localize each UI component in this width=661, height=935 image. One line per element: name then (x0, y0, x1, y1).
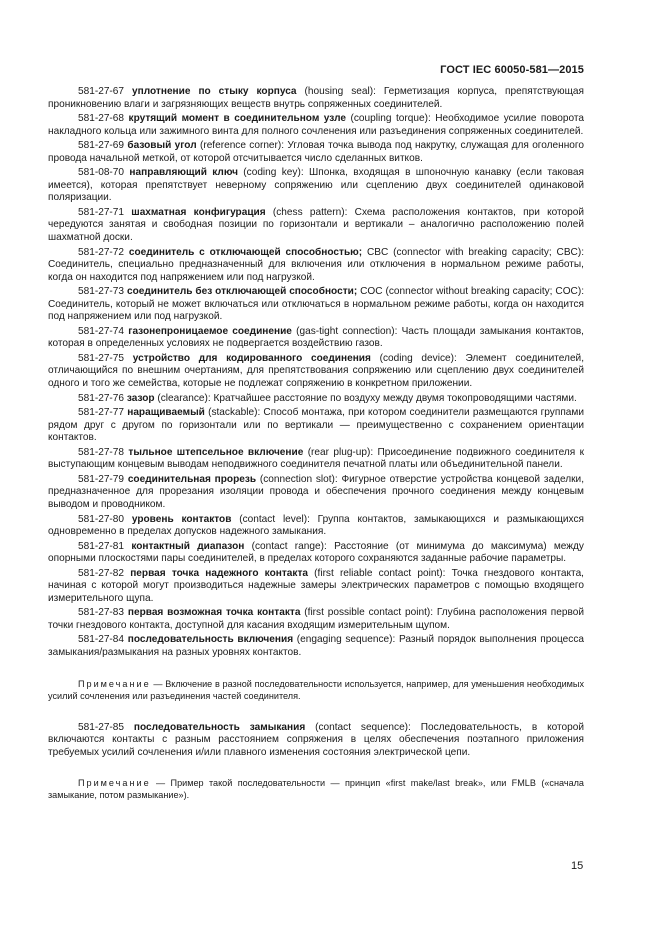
term-code: 581-27-77 (78, 407, 125, 419)
term-code: 581-27-78 (78, 446, 125, 458)
term-entry (48, 607, 584, 632)
term-entry (48, 113, 584, 138)
term-code: 581-27-75 (78, 352, 125, 364)
term-name: первая возможная точка контакта (127, 607, 301, 619)
term-code: 581-27-67 (78, 86, 125, 97)
term-definition: (chess pattern): Схема расположения контактов, при которой чередуются занятая и свободная позиции по горизонтали и вертикали – аналогично расположению полей шахматной доски. (48, 206, 584, 244)
term-name: уровень контактов (131, 513, 232, 525)
note-label: Примечание (78, 678, 151, 689)
page-number: 15 (571, 860, 584, 872)
term-definition: COC (connector without breaking capacity; COC): Соединитель, который не может включаться или отключаться в нормальном режиме работы, когда он находится под напряжением или под нагрузкой. (48, 286, 585, 323)
term-name: базовый угол (127, 140, 197, 152)
term-entry (48, 140, 584, 165)
term-code: 581-27-73 (78, 286, 125, 298)
term-code: 581-27-74 (78, 325, 125, 337)
term-code: 581-27-76 (78, 392, 125, 404)
note-label: Примечание (78, 778, 151, 789)
term-name: крутящий момент в соединительном узле (128, 113, 347, 125)
term-code: 581-27-80 (78, 513, 125, 525)
document-header: ГОСТ IEC 60050-581—2015 (440, 64, 584, 76)
term-entry (48, 514, 584, 539)
term-entry (48, 167, 584, 205)
term-definition: (coding device): Элемент соединителей, отличающийся по внешним очертаниям, для препятствования сопряжению или сцеплению двух соединителей одного и того же семейства, которые не подлежат сопряжению в конкретном приложении. (48, 352, 585, 390)
term-code: 581-27-72 (78, 246, 125, 258)
term-definition: (contact level): Группа контактов, замыкающихся и размыкающихся одновременно в пределах допусков надежного замыкания. (48, 513, 584, 538)
term-definition: (rear plug-up): Присоединение подвижного соединителя к выступающим концевым выводам неподвижного соединителя печатной платы или объединительной панели. (48, 446, 585, 471)
term-entry (48, 207, 584, 245)
term-definition: (contact range): Расстояние (от минимума до максимума) между опорными плоскостями пары соединителей, в пределах которого сохраняются заданные рабочие параметры. (48, 540, 584, 565)
term-name: соединительная прорезь (127, 473, 257, 485)
term-entry (48, 447, 584, 472)
note-text: — Пример такой последовательности — принцип «first make/last break», или FMLB («сначала замыкание, потом размыкание»). (48, 778, 584, 801)
term-definition: (reference corner): Угловая точка вывода под накрутку, служащая для оголенного провода начальной меткой, от которой отсчитывается число сделанных витков. (48, 140, 584, 164)
term-definition: (first possible contact point): Глубина расположения первой точки гнездового контакта, доступной для касания входящим измерительным щупом. (48, 607, 584, 631)
term-entry (48, 286, 584, 324)
note-2 (48, 777, 584, 801)
term-code: 581-27-83 (78, 607, 125, 619)
term-code: 581-27-82 (78, 567, 125, 579)
term-definition: (stackable): Способ монтажа, при котором соединители размещаются группами рядом друг с другом по горизонтали или по вертикали — преимущественно с сохранением ориентации контактов. (48, 407, 584, 444)
term-entry (48, 541, 584, 566)
term-name: соединитель с отключающей способностью; (128, 246, 363, 258)
term-name: шахматная конфигурация (131, 206, 266, 218)
term-name: уплотнение по стыку корпуса (132, 86, 297, 97)
term-definition: (engaging sequence): Разный порядок выполнения процесса замыкания/размыкания на разных уровнях контактов. (48, 634, 584, 658)
term-entries-continued (48, 722, 584, 760)
term-code: 581-27-79 (78, 473, 125, 485)
note-text: — Включение в разной последовательности используется, например, для уменьшения необходимых усилий сочленения или разъединения частей соединителя. (48, 678, 584, 701)
term-code: 581-27-85 (78, 721, 125, 733)
term-name: последовательность замыкания (133, 721, 306, 733)
term-entry (48, 634, 584, 659)
term-entry (48, 326, 584, 351)
term-entry (48, 722, 584, 760)
term-name: зазор (126, 392, 155, 404)
term-code: 581-27-68 (78, 113, 125, 125)
term-name: последовательность включения (127, 634, 294, 646)
term-name: газонепроницаемое соединение (128, 325, 292, 337)
term-definition: (first reliable contact point): Точка гнездового контакта, начиная с которой могут производиться надежные замеры электрических параметров с помощью входящего измерительного щупа. (48, 567, 584, 604)
term-entry (48, 568, 584, 606)
term-code: 581-08-70 (78, 167, 125, 179)
term-definition: (gas-tight connection): Часть площади замыкания контактов, которая в определенных условиях не подвергается воздействию газов. (48, 325, 584, 350)
term-definition: CBC (connector with breaking capacity; CBC): Соединитель, специально предназначенный для включения или отключения в нормальном режиме работы, когда он находится под напряжением или под нагрузкой. (48, 246, 585, 283)
term-code: 581-27-69 (78, 140, 125, 152)
term-name: наращиваемый (127, 407, 205, 419)
term-code: 581-27-84 (78, 634, 125, 646)
term-definition: (housing seal): Герметизация корпуса, препятствующая проникновению влаги и загрязняющих веществ внутрь сопряженных соединителей. (48, 86, 584, 110)
term-name: направляющий ключ (129, 167, 238, 179)
page-content (48, 86, 584, 821)
term-name: тыльное штепсельное включение (128, 446, 304, 458)
term-definition: (coding key): Шпонка, входящая в шпоночную канавку (если таковая имеется), которая препятствует неверному сопряжению или сцеплению двух соединителей одинаковой поляризации. (48, 167, 584, 204)
term-entry (48, 86, 584, 111)
term-entry (48, 407, 584, 445)
term-entry (48, 247, 584, 285)
term-entry (48, 474, 584, 512)
term-entry (48, 353, 584, 391)
term-entry (48, 393, 584, 406)
term-name: устройство для кодированного соединения (132, 352, 371, 364)
term-definition: (coupling torque): Необходимое усилие поворота накладного кольца или зажимного винта для полного сочленения или разъединения сопряженных соединителей. (48, 113, 584, 137)
term-code: 581-27-81 (78, 540, 125, 552)
term-definition: (clearance): Кратчайшее расстояние по воздуху между двумя токопроводящими частями. (154, 392, 577, 404)
term-entries (48, 86, 584, 660)
term-definition: (connection slot): Фигурное отверстие устройства концевой заделки, предназначенное для прорезания изоляции провода и обеспечения прочного соединения между концевым выводом и проводником. (48, 473, 584, 510)
term-definition: (contact sequence): Последовательность, в которой включаются контакты с разным расстоянием сопряжения в целях обеспечения поэтапного приложения требуемых усилий сочленения и/или плавного изменения состояния электрической цепи. (48, 721, 584, 758)
term-name: первая точка надежного контакта (130, 567, 308, 579)
term-code: 581-27-71 (78, 206, 125, 218)
term-name: контактный диапазон (131, 540, 245, 552)
note-1 (48, 678, 584, 702)
term-name: соединитель без отключающей способности; (126, 286, 358, 298)
